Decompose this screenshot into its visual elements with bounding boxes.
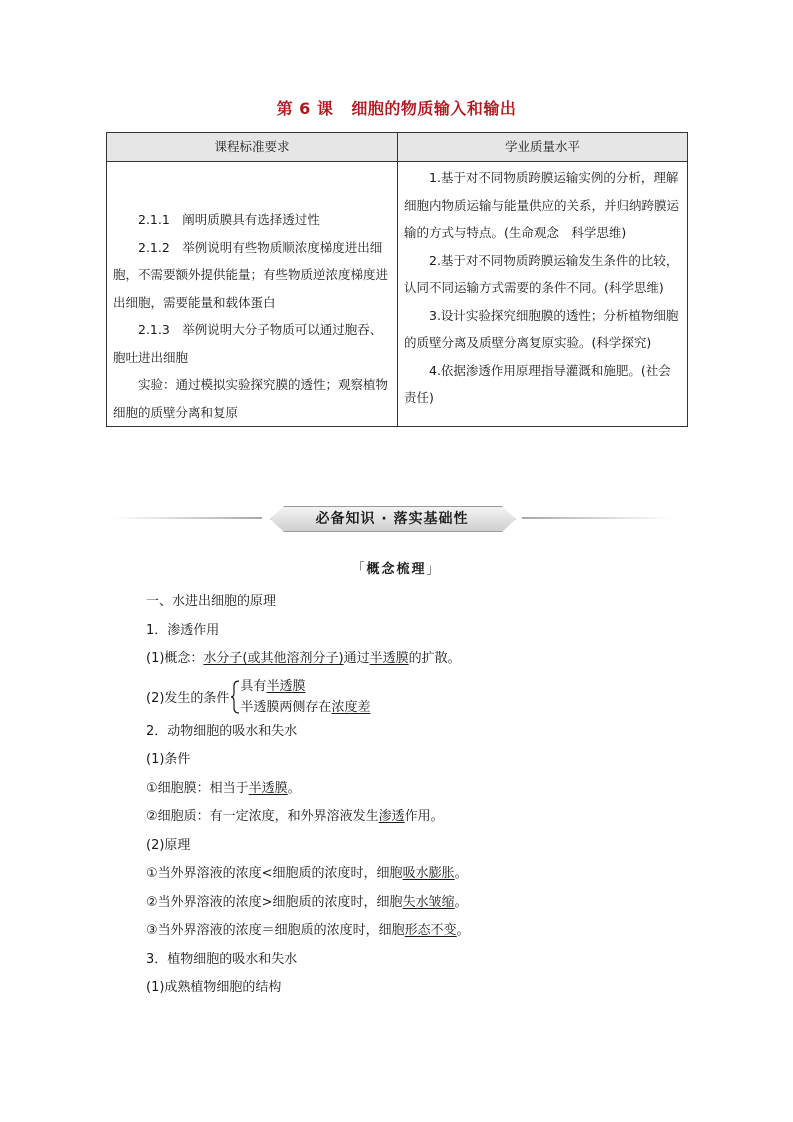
definition-line [146, 645, 470, 674]
lesson-name: 细胞的物质输入和输出 [351, 99, 517, 118]
text: 。 [456, 923, 470, 938]
heading-plant-cell: 3．植物细胞的吸水和失水 [146, 951, 298, 967]
answer-term: 吸水膨胀 [402, 866, 455, 881]
quality-item: 2.基于对不同物质跨膜运输发生条件的比较，认同不同运输方式需要的条件不同。(科学思维) [404, 252, 679, 295]
condition-b-text: 半透膜两侧存在 [240, 699, 332, 715]
banner-text: 必备知识 · 落实基础性 [315, 511, 469, 527]
conditions-list [240, 676, 370, 718]
def-suffix: 的扩散。 [408, 651, 461, 666]
concept-body [146, 588, 470, 1003]
standards-table [106, 132, 688, 427]
answer-term: 渗透 [378, 809, 405, 824]
subheading-conditions: (1)条件 [146, 752, 191, 767]
curriculum-item: 2.1.1 阐明质膜具有选择透过性 [138, 212, 320, 227]
curriculum-item: 实验：通过模拟实验探究膜的透性；观察植物细胞的质壁分离和复原 [113, 377, 389, 420]
condition-membrane [146, 775, 470, 804]
banner-line-left [112, 517, 262, 519]
text: ②细胞质：有一定浓度，和外界溶液发生 [146, 809, 379, 824]
answer-term: 形态不变 [404, 923, 457, 938]
quality-item: 3.设计实验探究细胞膜的透性；分析植物细胞的质壁分离及质壁分离复原实验。(科学探究) [404, 307, 679, 350]
subheading-principle: (2)原理 [146, 837, 191, 853]
section-banner [112, 504, 672, 534]
principle-item [146, 917, 470, 946]
subheading-structure: (1)成熟植物细胞的结构 [146, 980, 282, 995]
heading-animal-cell: 2．动物细胞的吸水和失水 [146, 723, 298, 739]
conditions-label: (2)发生的条件 [146, 691, 230, 706]
quality-item: 1.基于对不同物质跨膜运输实例的分析，理解细胞内物质运输与能量供应的关系，并归纳跨膜运输的方式与特点。(生命观念 科学思维) [404, 170, 680, 240]
lesson-title [0, 96, 793, 119]
table-header-row [107, 133, 688, 162]
concept-subheading [0, 558, 793, 577]
def-prefix: (1)概念： [146, 651, 204, 666]
left-brace-icon [230, 680, 240, 714]
answer-term: 失水皱缩 [402, 894, 455, 910]
def-mid: 通过 [343, 651, 370, 666]
lesson-number: 第 6 课 [276, 99, 334, 118]
condition-item [240, 676, 370, 697]
quality-item: 4.依据渗透作用原理指导灌溉和施肥。(社会责任) [404, 362, 671, 405]
table-row [107, 162, 688, 427]
condition-cytoplasm [146, 803, 470, 832]
condition-b-term: 浓度差 [331, 699, 371, 715]
principle-item [146, 889, 470, 918]
bracket-open: 「 [351, 562, 367, 577]
curriculum-item: 2.1.3 举例说明大分子物质可以通过胞吞、胞吐进出细胞 [113, 322, 383, 365]
condition-item [240, 697, 370, 718]
def-term-2: 半透膜 [369, 651, 409, 666]
header-quality: 学业质量水平 [398, 133, 688, 162]
condition-a-text: 具有 [240, 678, 267, 694]
text: ②当外界溶液的浓度>细胞质的浓度时，细胞 [146, 894, 403, 910]
quality-cell [398, 162, 688, 427]
condition-a-term: 半透膜 [266, 678, 306, 694]
text: ①细胞膜：相当于 [146, 780, 249, 796]
text: 。 [454, 866, 468, 881]
bracket-close: 」 [426, 562, 442, 577]
subheading-text: 概念梳理 [366, 562, 427, 577]
curriculum-cell [107, 162, 398, 427]
heading-1: 一、水进出细胞的原理 [146, 594, 277, 609]
text: 。 [287, 780, 301, 796]
text: 。 [454, 894, 468, 910]
conditions-block [146, 676, 470, 718]
answer-term: 半透膜 [248, 780, 288, 796]
heading-osmosis: 1．渗透作用 [146, 622, 220, 638]
def-term-1: 水分子(或其他溶剂分子) [203, 651, 344, 666]
text: ①当外界溶液的浓度<细胞质的浓度时，细胞 [146, 866, 403, 881]
text: 作用。 [404, 809, 444, 824]
curriculum-item: 2.1.2 举例说明有些物质顺浓度梯度进出细胞，不需要额外提供能量；有些物质逆浓度梯度进出细胞，需要能量和载体蛋白 [113, 239, 389, 310]
principle-item [146, 860, 470, 889]
text: ③当外界溶液的浓度＝细胞质的浓度时，细胞 [146, 923, 405, 938]
header-curriculum: 课程标准要求 [107, 133, 398, 162]
banner-line-right [522, 517, 672, 519]
